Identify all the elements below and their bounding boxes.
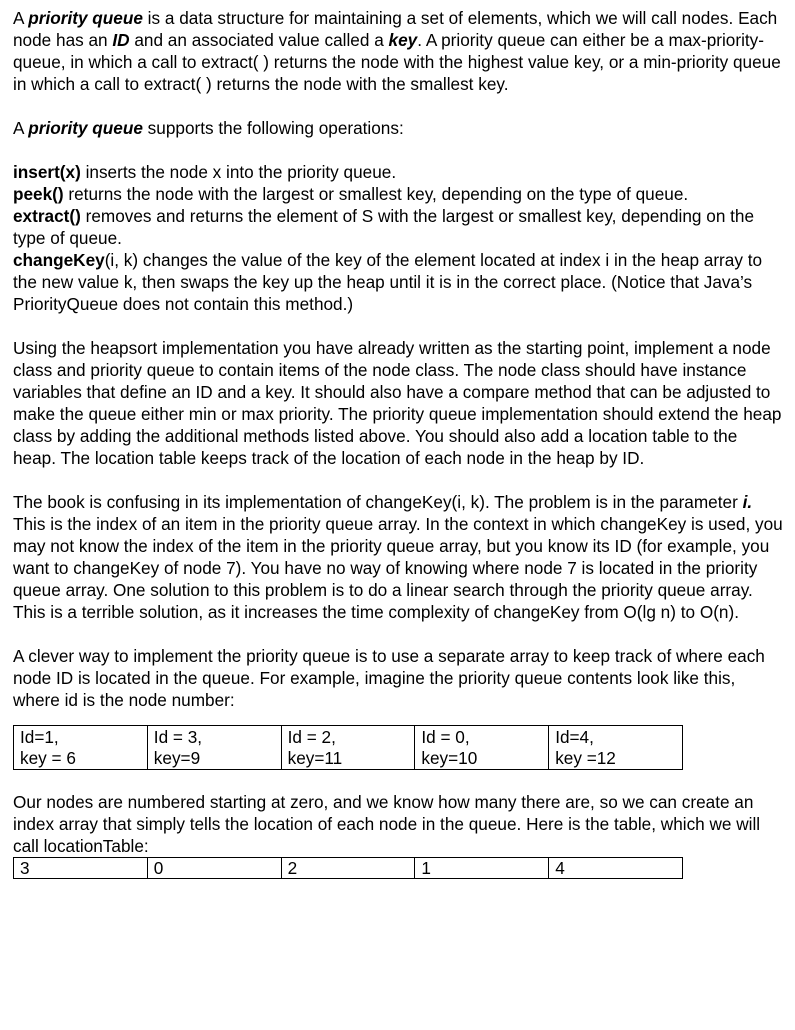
cell-key: key=11: [287, 748, 343, 768]
queue-cell: [415, 726, 549, 770]
table-row: [14, 726, 683, 770]
document-body: [13, 7, 783, 879]
op-name: peek(): [13, 184, 64, 204]
queue-cell: [147, 726, 281, 770]
op-name: changeKey: [13, 250, 105, 270]
location-cell: 4: [549, 858, 683, 879]
operation-peek: [13, 183, 783, 205]
op-desc: returns the node with the largest or smallest key, depending on the type of queue.: [63, 184, 689, 204]
supports-paragraph: [13, 117, 783, 139]
cell-key: key =12: [555, 748, 616, 768]
cell-key: key = 6: [20, 748, 76, 768]
operation-changekey: [13, 249, 783, 315]
text: A: [13, 118, 29, 138]
cell-key: key=10: [421, 748, 478, 768]
text: is a data structure for maintaining a set of elements, which we will call nodes. Each node has an: [13, 8, 778, 50]
location-cell: 0: [147, 858, 281, 879]
queue-cell: [281, 726, 415, 770]
text: The book is confusing in its implementation of changeKey(i, k). The problem is in the parameter: [13, 492, 743, 512]
queue-cell: [14, 726, 148, 770]
cell-id: Id = 0,: [421, 727, 470, 747]
operation-extract: [13, 205, 783, 249]
text: supports the following operations:: [142, 118, 404, 138]
location-cell: 3: [14, 858, 148, 879]
location-cell: 2: [281, 858, 415, 879]
term-priority-queue: priority queue: [28, 8, 143, 28]
intro-paragraph: [13, 7, 783, 95]
priority-queue-table: [13, 725, 683, 770]
cell-key: key=9: [153, 748, 201, 768]
op-name: extract(): [13, 206, 81, 226]
term-id: ID: [112, 30, 130, 50]
cell-id: Id=1,: [20, 727, 59, 747]
location-table: [13, 857, 683, 879]
cell-id: Id = 3,: [153, 727, 203, 747]
op-name: insert(x): [13, 162, 81, 182]
text: A: [13, 8, 29, 28]
cell-id: Id=4,: [555, 727, 594, 747]
operation-insert: [13, 161, 783, 183]
text: and an associated value called a: [129, 30, 389, 50]
term-i: i.: [742, 492, 753, 512]
op-desc: removes and returns the element of S with the largest or smallest key, depending on the type of queue.: [13, 206, 755, 248]
heapsort-paragraph: Using the heapsort implementation you have already written as the starting point, implement a node class and priority queue to contain items of the node class. The node class should have instance variables that define an ID and a key. It should also have a compare method that can be adjusted to make the queue either min or max priority. The priority queue implementation should extend the heap class by adding the additional methods listed above. You should also add a location table to the heap. The location table keeps track of the location of each node in the heap by ID.: [13, 338, 782, 468]
text: . A priority queue can either be a max-priority-queue, in which a call to extract( ) returns the node with the highest value key, or a min-priority queue in which a call to extract( ) returns the node with the smallest key.: [13, 30, 781, 94]
op-desc: (i, k) changes the value of the key of the element located at index i in the heap array to the new value k, then swaps the key up the heap until it is in the correct place. (Notice that Java’s PriorityQueue does not contain this method.): [13, 250, 763, 314]
book-paragraph: [13, 491, 783, 623]
queue-cell: [549, 726, 683, 770]
clever-paragraph: A clever way to implement the priority queue is to use a separate array to keep track of where each node ID is located in the queue. For example, imagine the priority queue contents look like this, where id is the node number:: [13, 646, 765, 710]
operations-list: [13, 161, 783, 315]
cell-id: Id = 2,: [287, 727, 336, 747]
table-row: [14, 858, 683, 879]
text: This is the index of an item in the priority queue array. In the context in which changeKey is used, you may not know the index of the item in the priority queue array, but you know its ID (for example, you want to changeKey of node 7). You have no way of knowing where node 7 is located in the priority queue array. One solution to this problem is to do a linear search through the priority queue array. This is a terrible solution, as it increases the time complexity of changeKey from O(lg n) to O(n).: [13, 514, 783, 622]
term-priority-queue: priority queue: [28, 118, 143, 138]
op-desc: inserts the node x into the priority queue.: [80, 162, 397, 182]
nodes-paragraph: Our nodes are numbered starting at zero, and we know how many there are, so we can create an index array that simply tells the location of each node in the queue. Here is the table, which we will call locationTable:: [13, 792, 761, 856]
location-cell: 1: [415, 858, 549, 879]
term-key: key: [388, 30, 418, 50]
